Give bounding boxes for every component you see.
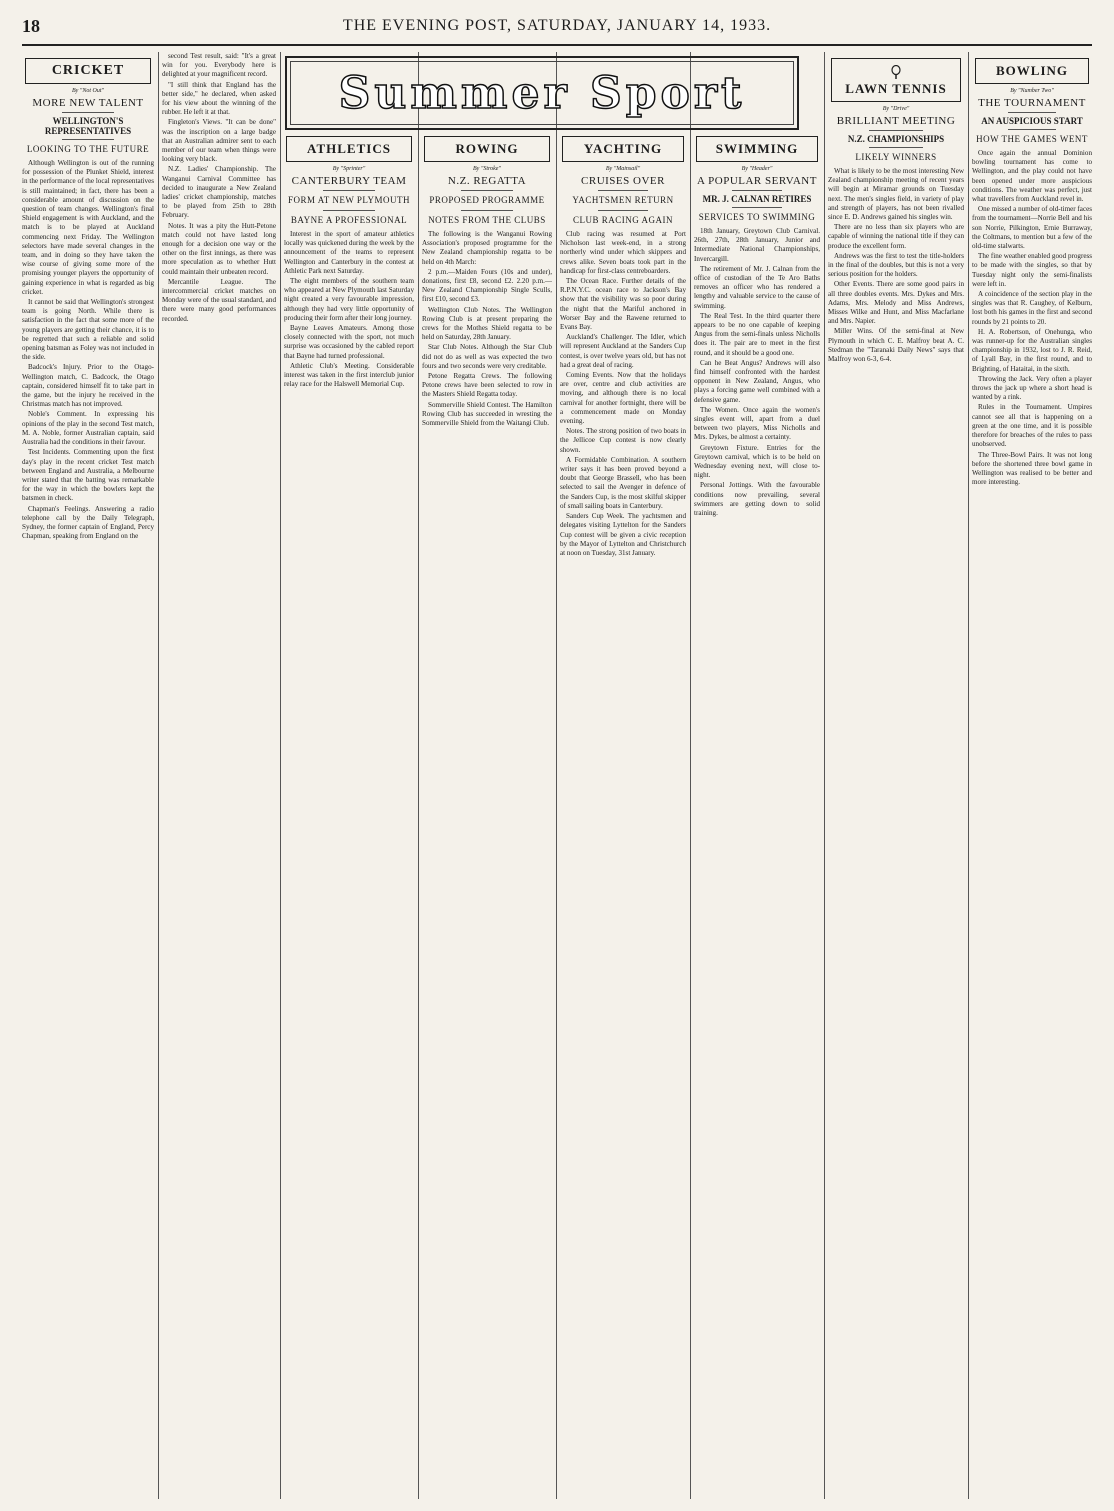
rowing-headline: N.Z. REGATTA	[447, 175, 527, 187]
article-paragraph: The fine weather enabled good progress to be made with the singles, so that by Tuesday night only the semi-finalists were left in.	[972, 252, 1092, 288]
article-paragraph: Noble's Comment. In expressing his opinions of the play in the second Test match, M. A. Noble, former Australian captain, said Australia had the conditions in their favour.	[22, 410, 154, 447]
article-paragraph: Fingleton's Views. "It can be done" was the inscription on a large badge that an Australian admirer sent to each member of our team when things were looking very black.	[162, 118, 276, 164]
article-paragraph: Notes. The strong position of two boats in the Jellicoe Cup contest is now clearly shown.	[560, 427, 686, 454]
article-paragraph: Greytown Fixture. Entries for the Greytown carnival, which is to be held on Wednesday evening next, will close to-night.	[694, 443, 820, 480]
yachting-byline: By "Mainsail"	[605, 166, 641, 172]
article-paragraph: Club racing was resumed at Port Nicholson last week-end, in a strong northerly wind under which skippers and crews alike. Seven boats took part in the handicap for first-class centreboarders.	[560, 230, 686, 275]
article-paragraph: What is likely to be the most interesting New Zealand championship meeting of recent years will begin at Miramar grounds on Tuesday next. The men's singles field, in variety of play and strength of players, has not been rivalled since E. D. Andrews gained his singles win.	[828, 167, 964, 222]
tennis-subheadline: N.Z. CHAMPIONSHIPS	[847, 134, 945, 144]
yachting-section-header	[562, 136, 684, 162]
divider	[869, 147, 923, 148]
divider	[323, 210, 375, 211]
tennis-headline: BRILLIANT MEETING	[836, 115, 956, 127]
rowing-subheadline: PROPOSED PROGRAMME	[429, 195, 545, 205]
athletics-subheadline-2: BAYNE A PROFESSIONAL	[290, 215, 408, 225]
article-paragraph: Personal Jottings. With the favourable conditions now prevailing, several swimmers are getting down to solid training.	[694, 481, 820, 518]
article-paragraph: Bayne Leaves Amateurs. Among those closely connected with the sport, not much surprise was occasioned by the cabled report that Bayne had turned professional.	[284, 324, 414, 360]
rowing-byline: By "Stroke"	[473, 166, 501, 172]
divider	[869, 130, 923, 131]
bowling-subheadline: AN AUSPICIOUS START	[981, 116, 1083, 126]
article-paragraph: Auckland's Challenger. The Idler, which will represent Auckland at the Sanders Cup contest, is over twelve years old, but has not had a great deal of racing.	[560, 333, 686, 369]
column-divider	[158, 52, 159, 1499]
yachting-subheadline: YACHTSMEN RETURN	[572, 195, 674, 205]
article-paragraph: The Ocean Race. Further details of the R.P.N.Y.C. ocean race to Jackson's Bay show that the visibility was so poor during the night that the Mariful anchored in Worser Bay and the Rawene returned to Evans Bay.	[560, 277, 686, 332]
article-paragraph: Other Events. There are some good pairs in all three doubles events. Mrs. Dykes and Mrs. Adams, Mrs. Melody and Miss Andrews, Misses Wilke and Hunt, and Miss Macfarlane and Mrs. Napier.	[828, 280, 964, 326]
article-paragraph: Sanders Cup Week. The yachtsmen and delegates visiting Lyttelton for the Sanders Cup contest will be given a civic reception by the Mayor of Lyttelton and Christchurch at noon on Tuesday, 31st January.	[560, 512, 686, 557]
divider	[598, 190, 648, 191]
article-paragraph: The Real Test. In the third quarter there appears to be no one capable of keeping Angus from the semi-finals unless Nicholls does it. The pair are to meet in the first round, and it should be a good one.	[694, 311, 820, 357]
divider	[732, 190, 782, 191]
article-paragraph: H. A. Robertson, of Onehunga, who was runner-up for the Australian singles championship in 1932, lost to J. R. Reid, of Lyall Bay, in the first round, and to Brighting, of Hataitai, in the sixth.	[972, 327, 1092, 373]
cricket-subheadline: WELLINGTON'S REPRESENTATIVES	[44, 116, 132, 136]
athletics-section-header	[286, 136, 412, 162]
swimming-column	[694, 134, 820, 1499]
bowling-section-header	[975, 58, 1089, 84]
article-paragraph: The eight members of the southern team who appeared at New Plymouth last Saturday night created a very favourable impression, although they had very little opportunity of producing their form after their long journey.	[284, 277, 414, 322]
swimming-subheadline-2: SERVICES TO SWIMMING	[698, 212, 816, 222]
divider	[62, 139, 115, 140]
divider	[461, 210, 513, 211]
page-number: 18	[22, 16, 40, 36]
article-paragraph: Can he Beat Angus? Andrews will also find himself confronted with the hardest opponent in New Zealand, Angus, who plays a forcing game well combined with a defensive game.	[694, 358, 820, 404]
athletics-column	[284, 134, 414, 1499]
rowing-section-title: ROWING	[455, 141, 519, 156]
cricket-continued-column	[162, 52, 276, 1499]
column-divider	[968, 52, 969, 1499]
swimming-section-title: SWIMMING	[715, 141, 799, 156]
article-paragraph: "I still think that England has the better side," he declared, when asked for his view about the winning of the rubber. He left it at that.	[162, 80, 276, 117]
summer-sport-banner	[285, 56, 799, 130]
swimming-subheadline: MR. J. CALNAN RETIRES	[702, 194, 812, 204]
bowling-headline: THE TOURNAMENT	[978, 97, 1086, 109]
cricket-subheadline-2: LOOKING TO THE FUTURE	[26, 144, 150, 154]
article-paragraph: Throwing the Jack. Very often a player throws the jack up where a short head is wanted by a rink.	[972, 374, 1092, 402]
tennis-byline: By "Drive"	[882, 106, 910, 112]
banner-frame	[290, 61, 794, 125]
banner-title: Summer Sport	[338, 67, 746, 119]
article-paragraph: It cannot be said that Wellington's strongest team is going North. While there is satisfaction in the fact that some more of the young players are getting their chance, it is to be regretted that such a reliable and solid opening batsman as Foley was not included in the side.	[22, 298, 154, 362]
article-paragraph: Chapman's Feelings. Answering a radio telephone call by the Daily Telegraph, Sydney, the former captain of England, Percy Chapman, speaking from England on the	[22, 504, 154, 541]
tennis-subheadline-2: LIKELY WINNERS	[855, 152, 937, 162]
article-paragraph: 2 p.m.—Maiden Fours (10s and under), donations, first £8, second £2. 2.20 p.m.—New Zealand Championship Single Sculls, first £10, second £3.	[422, 267, 552, 304]
column-divider	[824, 52, 825, 1499]
tennis-section-header	[831, 58, 961, 102]
article-paragraph: The Women. Once again the women's singles event will, apart from a duel between two players, Miss Nicholls and Mrs. Dykes, be almost a certainty.	[694, 405, 820, 442]
swimming-byline: By "Header"	[741, 166, 773, 172]
tennis-column	[828, 52, 964, 1499]
article-paragraph: Andrews was the first to test the title-holders in the final of the doubles, but this is not a very serious position for the holders.	[828, 251, 964, 279]
article-paragraph: Miller Wins. Of the semi-final at New Plymouth in which C. E. Malfroy beat A. C. Stedman the "Taranaki Daily News" says that Malfroy won 6-3, 6-4.	[828, 327, 964, 364]
column-divider	[556, 52, 557, 1499]
article-paragraph: Although Wellington is out of the running for possession of the Plunket Shield, interest in the performance of the local representatives is still maintained; in fact, there has been a considerable amount of discussion on the question of team changes. Wellington's final Shield engagement is with Auckland, and the match is to be played at Auckland commencing next Friday. The Wellington selectors have made several changes in the team, and in doing so they have taken the wise course of giving some more of the promising younger players the opportunity of gaining experience in what is regarded as big cricket.	[22, 159, 154, 296]
bowling-column	[972, 52, 1092, 1499]
swimming-section-header	[696, 136, 818, 162]
bowling-byline: By "Number Two"	[1010, 88, 1054, 94]
athletics-headline: CANTERBURY TEAM	[291, 175, 407, 187]
column-divider	[280, 52, 281, 1499]
swimming-headline: A POPULAR SERVANT	[697, 175, 817, 187]
athletics-subheadline: FORM AT NEW PLYMOUTH	[287, 195, 411, 205]
masthead	[22, 16, 1092, 46]
divider	[323, 190, 375, 191]
article-paragraph: The following is the Wanganui Rowing Association's proposed programme for the New Zealand championship regatta to be held on 4th March:	[422, 230, 552, 266]
article-paragraph: The retirement of Mr. J. Calnan from the office of custodian of the Te Aro Baths removes an officer who has rendered a lengthy and valuable service to the cause of swimming.	[694, 264, 820, 310]
divider	[598, 210, 648, 211]
yachting-headline: CRUISES OVER	[581, 175, 665, 187]
article-paragraph: Test Incidents. Commenting upon the first day's play in the recent cricket Test match between England and Australia, a Melbourne writer stated that the batting was remarkable for the way in which the bowlers kept the batsmen in check.	[22, 448, 154, 503]
article-paragraph: Coming Events. Now that the holidays are over, centre and club activities are moving, and although there is no local carnival for another fortnight, there will be a commencement made on Monday evening.	[560, 371, 686, 426]
article-paragraph: Mercantile League. The intercommercial cricket matches on Monday were of the usual standard, and there were many good performances recorded.	[162, 277, 276, 323]
yachting-section-title: YACHTING	[583, 141, 663, 156]
cricket-column	[22, 52, 154, 1499]
divider	[461, 190, 513, 191]
yachting-subheadline-2: CLUB RACING AGAIN	[572, 215, 673, 225]
article-paragraph: Athletic Club's Meeting. Considerable interest was taken in the first interclub junior relay race for the Halswell Memorial Cup.	[284, 361, 414, 389]
article-paragraph: 18th January, Greytown Club Carnival. 26th, 27th, 28th January, Junior and Intermediate National Championships, Invercargill.	[694, 227, 820, 263]
article-paragraph: second Test result, said: "It's a great win for you. Everybody here is delighted at your magnificent record.	[162, 52, 276, 79]
rowing-column	[422, 134, 552, 1499]
cricket-headline: MORE NEW TALENT	[32, 97, 144, 109]
column-divider	[418, 52, 419, 1499]
article-paragraph: Wellington Club Notes. The Wellington Rowing Club is at present preparing the crews for the Mothes Shield regatta to be held on Saturday, 28th January.	[422, 305, 552, 342]
article-paragraph: The Three-Bowl Pairs. It was not long before the shortened three bowl game in Wellington was realised to be better and more interesting.	[972, 450, 1092, 487]
article-paragraph: Interest in the sport of amateur athletics locally was quickened during the week by the announcement of the teams to represent Wellington and Canterbury in the contest at Athletic Park next Saturday.	[284, 230, 414, 275]
athletics-byline: By "Sprinter"	[332, 166, 366, 172]
cricket-section-header	[25, 58, 151, 84]
article-paragraph: One missed a number of old-timer faces from the tournament—Norrie Bell and his son Norrie, Pilkington, Ernie Burraway, the Coltmans, to mention but a few of the old-time stalwarts.	[972, 205, 1092, 251]
tennis-section-title: LAWN TENNIS	[845, 81, 947, 96]
article-paragraph: Sommerville Shield Contest. The Hamilton Rowing Club has succeeded in wresting the Sommerville Shield from the Waitangi Club.	[422, 400, 552, 428]
article-paragraph: There are no less than six players who are capable of winning the national title if they can produce the excellent form.	[828, 223, 964, 250]
bowling-subheadline-2: HOW THE GAMES WENT	[976, 134, 1088, 144]
cricket-section-title: CRICKET	[51, 63, 125, 78]
divider	[1008, 129, 1056, 130]
athletics-section-title: ATHLETICS	[307, 141, 391, 156]
article-paragraph: Star Club Notes. Although the Star Club did not do as well as was expected the two fours and two seconds were very creditable.	[422, 343, 552, 370]
yachting-column	[560, 134, 686, 1499]
article-paragraph: A coincidence of the section play in the singles was that R. Caughey, of Kelburn, lost both his games in the first and second rounds by 21 points to 20.	[972, 290, 1092, 326]
bowling-section-title: BOWLING	[995, 63, 1068, 78]
article-paragraph: Rules in the Tournament. Umpires cannot see all that is happening on a green at the one time, and it is possible therefore for breaches of the rules to pass unobserved.	[972, 403, 1092, 449]
divider	[732, 207, 782, 208]
rowing-section-header	[424, 136, 550, 162]
top-rule	[22, 44, 1092, 46]
rowing-subheadline-2: NOTES FROM THE CLUBS	[428, 215, 546, 225]
article-paragraph: Badcock's Injury. Prior to the Otago-Wellington match, C. Badcock, the Otago captain, considered himself fit to take part in the game, but the injury he received in the Christmas match has not improved.	[22, 363, 154, 409]
cricket-byline: By "Not Out"	[71, 88, 105, 94]
paper-title: THE EVENING POST, SATURDAY, JANUARY 14, 1933.	[342, 17, 772, 34]
article-paragraph: A Formidable Combination. A southern writer says it has been proved beyond a doubt that George Brassell, who has been selected to sail the Avenger in defence of the Sanders Cup, is the most skilful skipper of small sailing boats in Canterbury.	[560, 455, 686, 510]
article-paragraph: Once again the annual Dominion bowling tournament has come to Wellington, and the play could not have been opened under more auspicious conditions. The weather was perfect, just what travellers from Auckland revel in.	[972, 149, 1092, 204]
article-paragraph: N.Z. Ladies' Championship. The Wanganui Carnival Committee has decided to inaugurate a New Zealand ladies' cricket championship, matches to be played from 25th to 28th February.	[162, 165, 276, 220]
column-divider	[690, 52, 691, 1499]
article-paragraph: Notes. It was a pity the Hutt-Petone match could not have lasted long enough for a decision one way or the other on the first innings, as there was more speculation as to whether Hutt could maintain their unbeaten record.	[162, 221, 276, 276]
tennis-racquet-icon	[887, 65, 905, 79]
divider	[62, 112, 115, 113]
divider	[1008, 112, 1056, 113]
article-paragraph: Petone Regatta Crews. The following Petone crews have been selected to row in the Masters Shield Regatta today.	[422, 372, 552, 399]
